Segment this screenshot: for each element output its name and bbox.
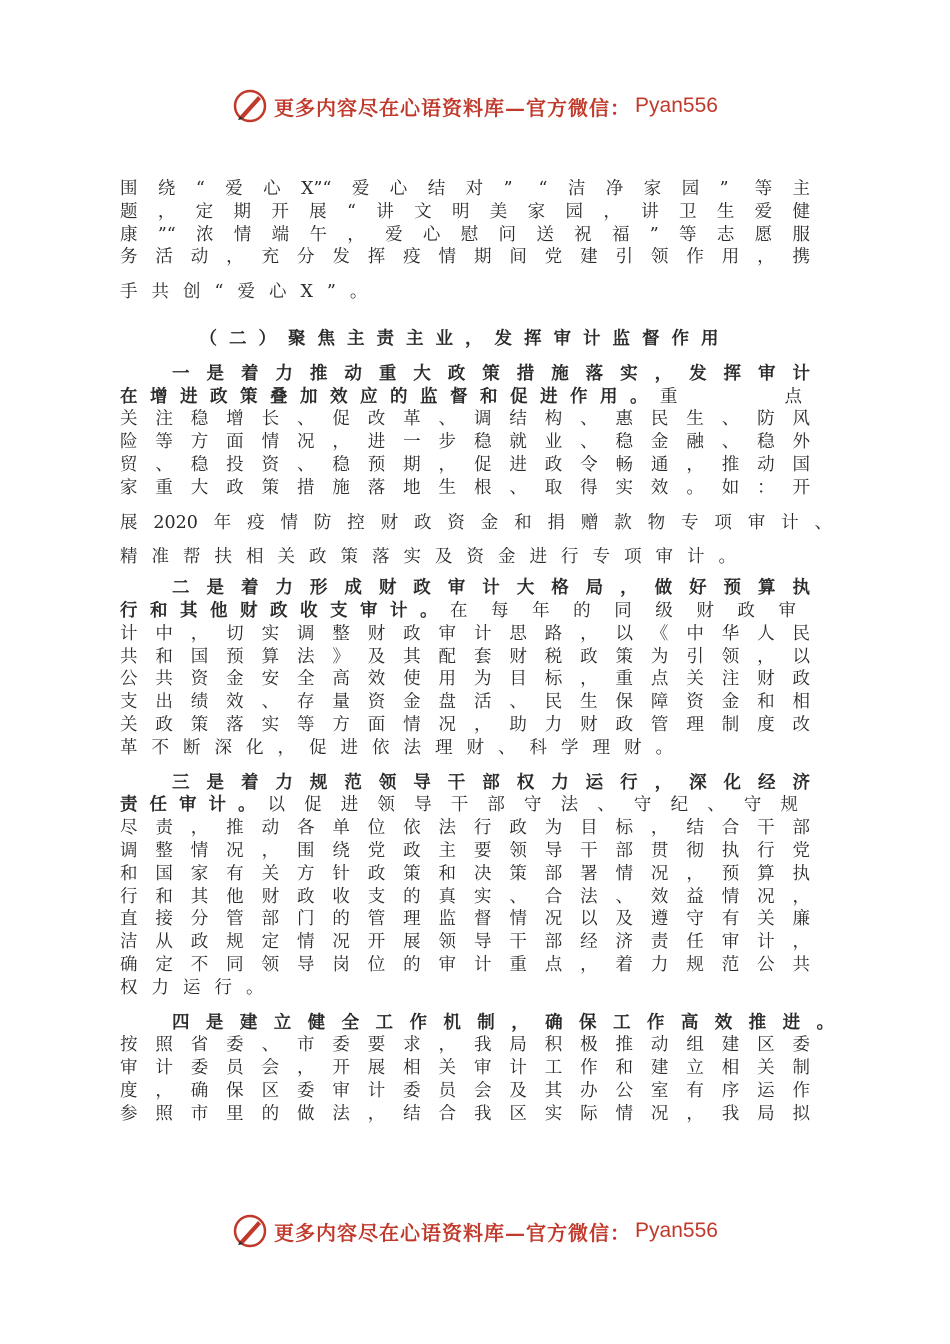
bold-lead: 在增进政策叠加效应的监督和促进作用。 xyxy=(120,386,660,407)
text-line: 务活动，充分发挥疫情期间党建引领作用，携 xyxy=(120,247,810,268)
text-line: 围绕“爱心X”“爱心结对” “洁净家园” 等主 xyxy=(120,179,810,199)
text-line: 按照省委、市委要求，我局积极推动组建区委 xyxy=(120,1035,810,1056)
text-line: 四是建立健全工作机制，确保工作高效推进。 xyxy=(172,1012,834,1033)
header-banner xyxy=(0,82,950,130)
footer-banner xyxy=(0,1207,950,1255)
text-line: 精准帮扶相关政策落实及资金进行专项审计。 xyxy=(120,547,750,568)
text-line: 题，定期开展“讲文明美家园，讲卫生爱健 xyxy=(120,201,810,222)
text-line: 险等方面情况，进一步稳就业、稳金融、稳外 xyxy=(120,432,810,453)
section-heading: （二）聚焦主责主业，发挥审计监督作用 xyxy=(199,328,731,349)
text-line: 审计委员会，开展相关审计工作和建立相关制 xyxy=(120,1058,810,1079)
text-line: 二是着力形成财政审计大格局，做好预算执 xyxy=(172,578,810,599)
text-line: 共和国预算法》及其配套财税政策为引领，以 xyxy=(120,646,810,667)
text-line: 确定不同领导岗位的审计重点，着力规范公共 xyxy=(120,954,810,975)
text-line: 洁从政规定情况开展领导干部经济责任审计， xyxy=(120,932,810,953)
banner-wechat-id: Pyan556 xyxy=(635,94,718,117)
text-line-mixed xyxy=(120,386,810,409)
text-line: 手共创“爱心X”。 xyxy=(120,282,382,303)
pen-logo-icon xyxy=(232,1213,268,1249)
text-line: 家重大政策措施落地生根、取得实效。如：开 xyxy=(120,477,810,498)
text-line: 展2020年疫情防控财政资金和捐赠款物专项审计、 xyxy=(120,512,832,533)
text-line: 关注稳增长、促改革、调结构、惠民生、防风 xyxy=(120,409,810,430)
text-continuation: 重点 xyxy=(660,386,810,407)
text-line: 行和其他财政收支的真实、合法、效益情况， xyxy=(120,886,810,907)
text-line: 康”“浓情端午，爱心慰问送祝福”等志愿服 xyxy=(120,224,810,245)
bold-lead: 行和其他财政收支审计。 xyxy=(120,600,450,621)
text-line: 贸、稳投资、稳预期，促进政令畅通，推动国 xyxy=(120,454,810,475)
text-line: 参照市里的做法，结合我区实际情况，我局拟 xyxy=(120,1103,810,1124)
text-line-mixed xyxy=(120,600,810,623)
text-continuation: 在每年的同级财政审 xyxy=(450,600,810,621)
text-continuation: 以促进领导干部守法、守纪、守规 xyxy=(267,795,810,816)
banner-text: 更多内容尽在心语资料库—官方微信： xyxy=(274,95,632,120)
text-line: 三是着力规范领导干部权力运行，深化经济 xyxy=(172,772,810,793)
pen-logo-icon xyxy=(232,88,268,124)
text-line: 支出绩效、存量资金盘活、民生保障资金和相 xyxy=(120,692,810,713)
banner-text: 更多内容尽在心语资料库—官方微信： xyxy=(274,1220,632,1245)
text-line: 革不断深化，促进依法理财、科学理财。 xyxy=(120,737,687,758)
banner-wechat-id: Pyan556 xyxy=(635,1219,718,1242)
text-line: 计中，切实调整财政审计思路，以《中华人民 xyxy=(120,623,810,644)
text-line: 权力运行。 xyxy=(120,977,278,998)
text-line: 公共资金安全高效使用为目标，重点关注财政 xyxy=(120,669,810,690)
text-line: 一是着力推动重大政策措施落实，发挥审计 xyxy=(172,363,810,384)
text-line: 和国家有关方针政策和决策部署情况，预算执 xyxy=(120,863,810,884)
text-line: 调整情况，围绕党政主要领导干部贯彻执行党 xyxy=(120,840,810,861)
bold-lead: 责任审计。 xyxy=(120,795,268,816)
text-line-mixed xyxy=(120,794,810,817)
document-body xyxy=(120,178,834,1125)
text-line: 尽责，推动各单位依法行政为目标，结合干部 xyxy=(120,818,810,839)
text-line: 直接分管部门的管理监督情况以及遵守有关廉 xyxy=(120,909,810,930)
text-line: 关政策落实等方面情况，助力财政管理制度改 xyxy=(120,714,810,735)
text-line: 度，确保区委审计委员会及其办公室有序运作 xyxy=(120,1080,810,1101)
